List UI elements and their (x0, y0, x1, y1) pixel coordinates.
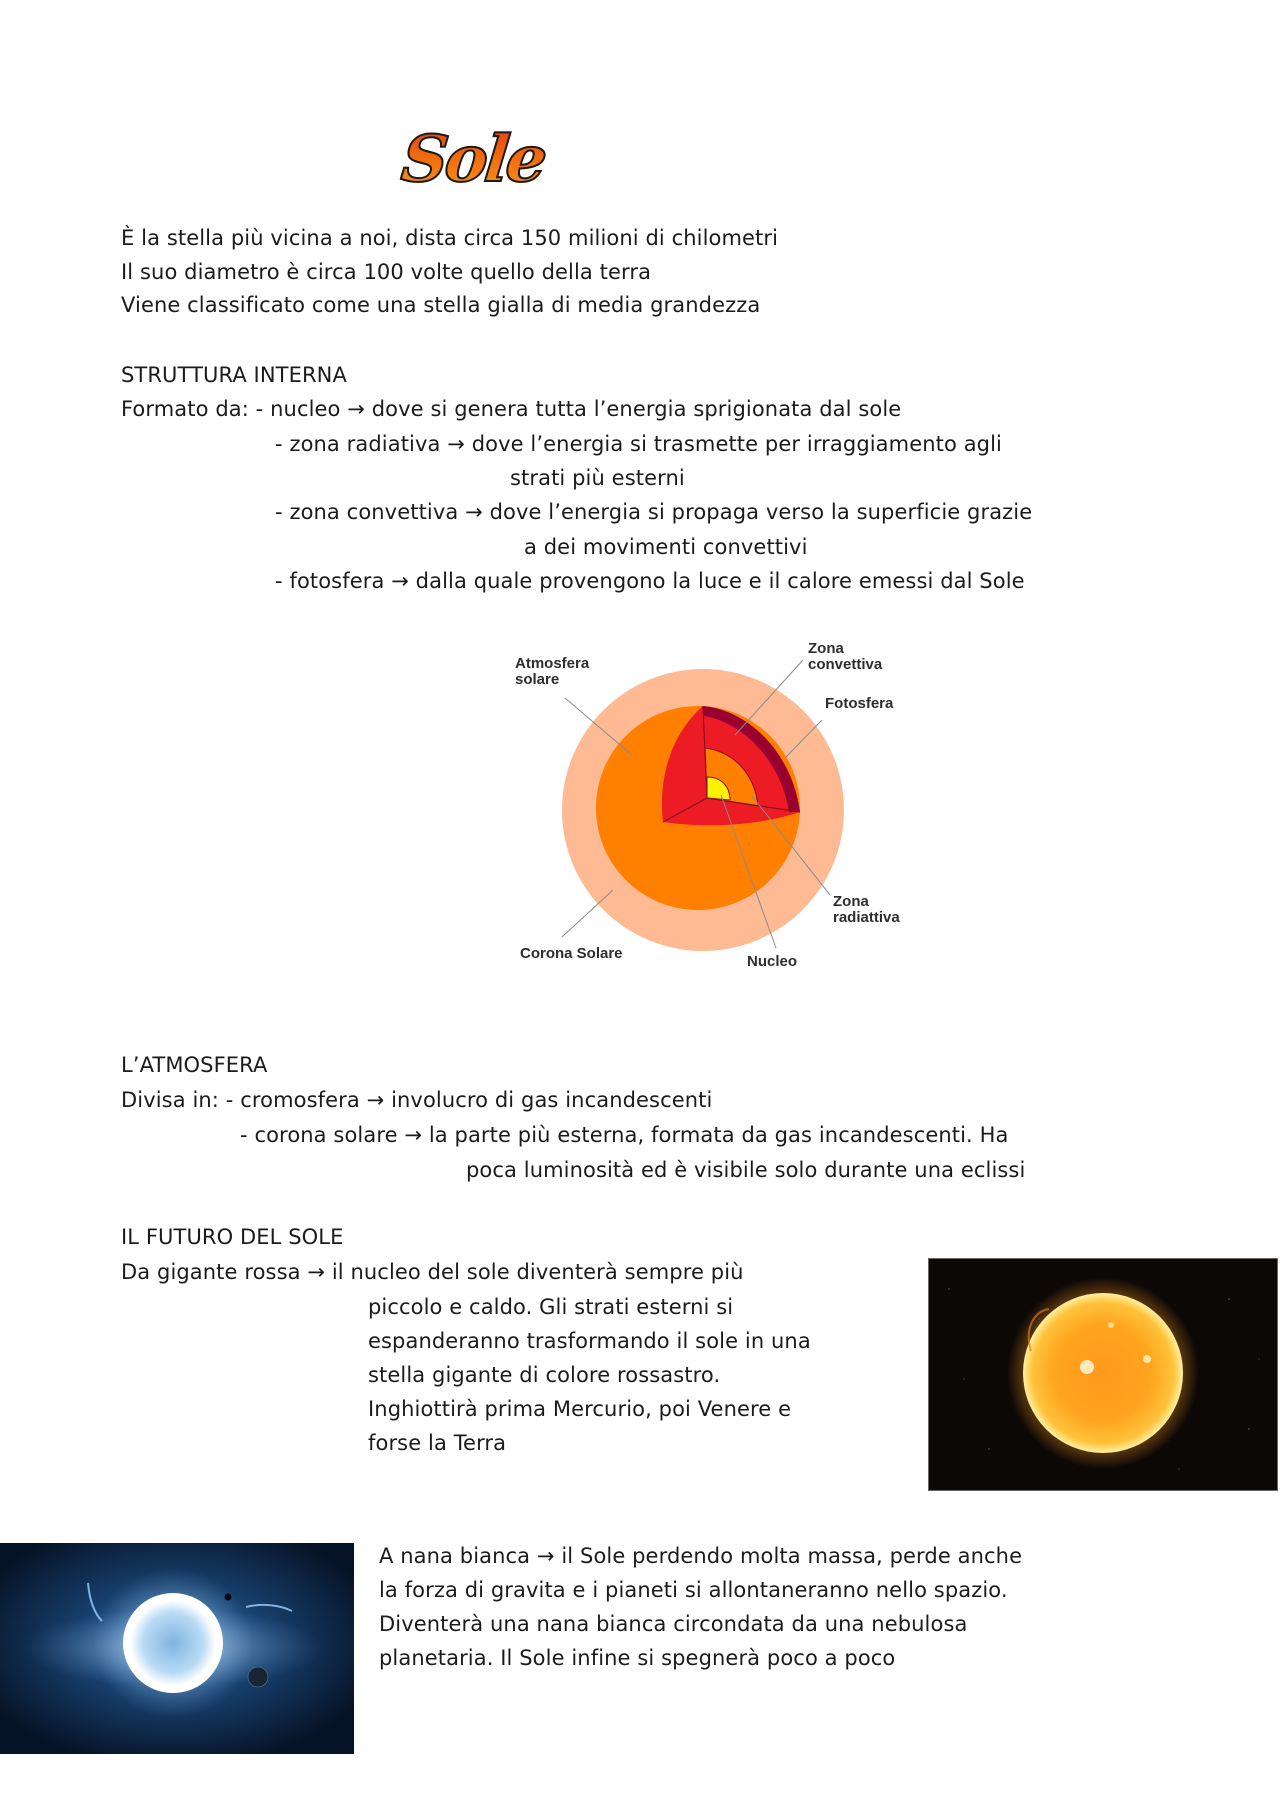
red-giant-line: Inghiottirà prima Mercurio, poi Venere e (368, 1397, 792, 1421)
red-giant-line: stella gigante di colore rossastro. (368, 1363, 721, 1387)
white-dwarf-line: la forza di gravita e i pianeti si allontaneranno nello spazio. (379, 1578, 1008, 1602)
sun-structure-diagram (500, 625, 920, 980)
white-dwarf-line: A nana bianca → il Sole perdendo molta massa, perde anche (379, 1544, 1023, 1568)
label-fotosfera: Fotosfera (825, 695, 894, 712)
atmosphere-line: Divisa in: - cromosfera → involucro di gas incandescenti (121, 1088, 713, 1112)
structure-line: - zona convettiva → dove l’energia si propaga verso la superficie grazie (275, 500, 1033, 524)
label-zona-radiattiva (833, 894, 900, 926)
white-dwarf-photo-illustration (0, 1543, 354, 1754)
label-line: convettiva (808, 656, 883, 673)
red-giant-line: piccolo e caldo. Gli strati esterni si (368, 1295, 734, 1319)
red-giant-line: espanderanno trasformando il sole in una (368, 1329, 811, 1353)
label-nucleo: Nucleo (747, 953, 798, 970)
structure-line: - fotosfera → dalla quale provengono la luce e il calore emessi dal Sole (275, 569, 1025, 593)
intro-line: Il suo diametro è circa 100 volte quello della terra (121, 260, 652, 284)
sun-photo (928, 1258, 1278, 1491)
structure-line: Formato da: - nucleo → dove si genera tutta l’energia sprigionata dal sole (121, 397, 902, 421)
label-corona-solare: Corona Solare (520, 945, 623, 962)
white-dwarf-line: Diventerà una nana bianca circondata da una nebulosa (379, 1612, 968, 1636)
white-dwarf-photo (0, 1543, 354, 1754)
red-giant-line: forse la Terra (368, 1431, 507, 1455)
label-line: Zona (808, 640, 844, 657)
atmosphere-line: - corona solare → la parte più esterna, formata da gas incandescenti. Ha (240, 1123, 1009, 1147)
label-zona-convettiva (808, 641, 882, 673)
sun-photo-illustration (929, 1259, 1277, 1490)
label-line: radiattiva (833, 909, 900, 926)
label-line: Atmosfera (515, 655, 590, 672)
section-heading-future: IL FUTURO DEL SOLE (121, 1225, 344, 1249)
section-heading-structure: STRUTTURA INTERNA (121, 363, 347, 387)
red-giant-line: Da gigante rossa → il nucleo del sole diventerà sempre più (121, 1260, 744, 1284)
label-line: Zona (833, 893, 869, 910)
structure-line: - zona radiativa → dove l’energia si trasmette per irraggiamento agli (275, 432, 1002, 456)
atmosphere-line: poca luminosità ed è visibile solo durante una eclissi (466, 1158, 1026, 1182)
white-dwarf-line: planetaria. Il Sole infine si spegnerà poco a poco (379, 1646, 896, 1670)
page-title: Sole (398, 120, 548, 200)
structure-line: a dei movimenti convettivi (524, 535, 808, 559)
label-atmosfera-solare (515, 656, 589, 688)
structure-line: strati più esterni (510, 466, 685, 490)
section-heading-atmosphere: L’ATMOSFERA (121, 1053, 268, 1077)
intro-line: È la stella più vicina a noi, dista circa 150 milioni di chilometri (121, 226, 779, 250)
label-line: solare (515, 671, 560, 688)
intro-line: Viene classificato come una stella gialla di media grandezza (121, 293, 761, 317)
